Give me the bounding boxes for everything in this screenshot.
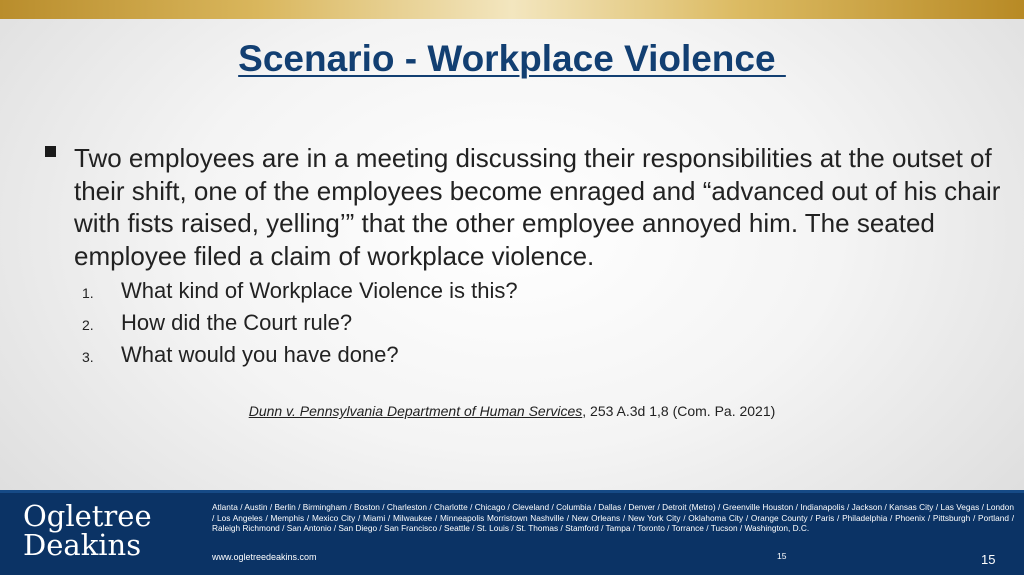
question-number: 3.: [82, 349, 94, 365]
question-number: 1.: [82, 285, 94, 301]
case-citation: [0, 403, 1024, 419]
square-bullet-icon: [45, 146, 56, 157]
case-reference: , 253 A.3d 1,8 (Com. Pa. 2021): [582, 403, 776, 419]
question-item: [82, 278, 782, 310]
logo-line-2: Deakins: [23, 528, 142, 562]
page-number-small: 15: [777, 551, 787, 561]
ogletree-deakins-logo: [23, 499, 152, 562]
case-name: Dunn v. Pennsylvania Department of Human Services: [248, 403, 583, 419]
question-number: 2.: [82, 317, 94, 333]
main-bullet-text: Two employees are in a meeting discussing their responsibilities at the outset of their shift, one of the employees become enraged and “advanced out of his chair with fists raised, yelling’” that the other employee annoyed him. The seated employee filed a claim of workplace violence.: [74, 143, 1001, 271]
question-text: What kind of Workplace Violence is this?: [121, 278, 518, 303]
question-text: How did the Court rule?: [121, 310, 353, 335]
question-text: What would you have done?: [121, 342, 399, 367]
question-item: [82, 342, 782, 374]
website-url: www.ogletreedeakins.com: [212, 552, 317, 562]
question-list: [82, 278, 782, 374]
office-locations: Atlanta / Austin / Berlin / Birmingham / Boston / Charleston / Charlotte / Chicago / Cleveland / Columbia / Dallas / Denver / Detroit (Metro) / Greenville Houston / Indianapolis / Jackson / Kansas City / Las Vegas / London / Los Angeles / Memphis / Mexico City / Miami / Milwaukee / Minneapolis Morristown Nashville / New Orleans / New York City / Oklahoma City / Orange County / Paris / Philadelphia / Phoenix / Pittsburgh / Portland / Raleigh Richmond / San Antonio / San Diego / San Francisco / Seattle / St. Louis / St. Thomas / Stamford / Tampa / Toronto / Torrance / Tucson / Washington, D.C.: [212, 502, 1014, 533]
gold-header-bar: [0, 0, 1024, 19]
page-number: 15: [981, 552, 996, 567]
slide-title-text: Scenario - Workplace Violence: [238, 38, 786, 79]
logo-line-1: Ogletree: [23, 499, 152, 533]
footer-divider: [0, 490, 1024, 493]
slide-title: [0, 37, 1024, 81]
question-item: [82, 310, 782, 342]
